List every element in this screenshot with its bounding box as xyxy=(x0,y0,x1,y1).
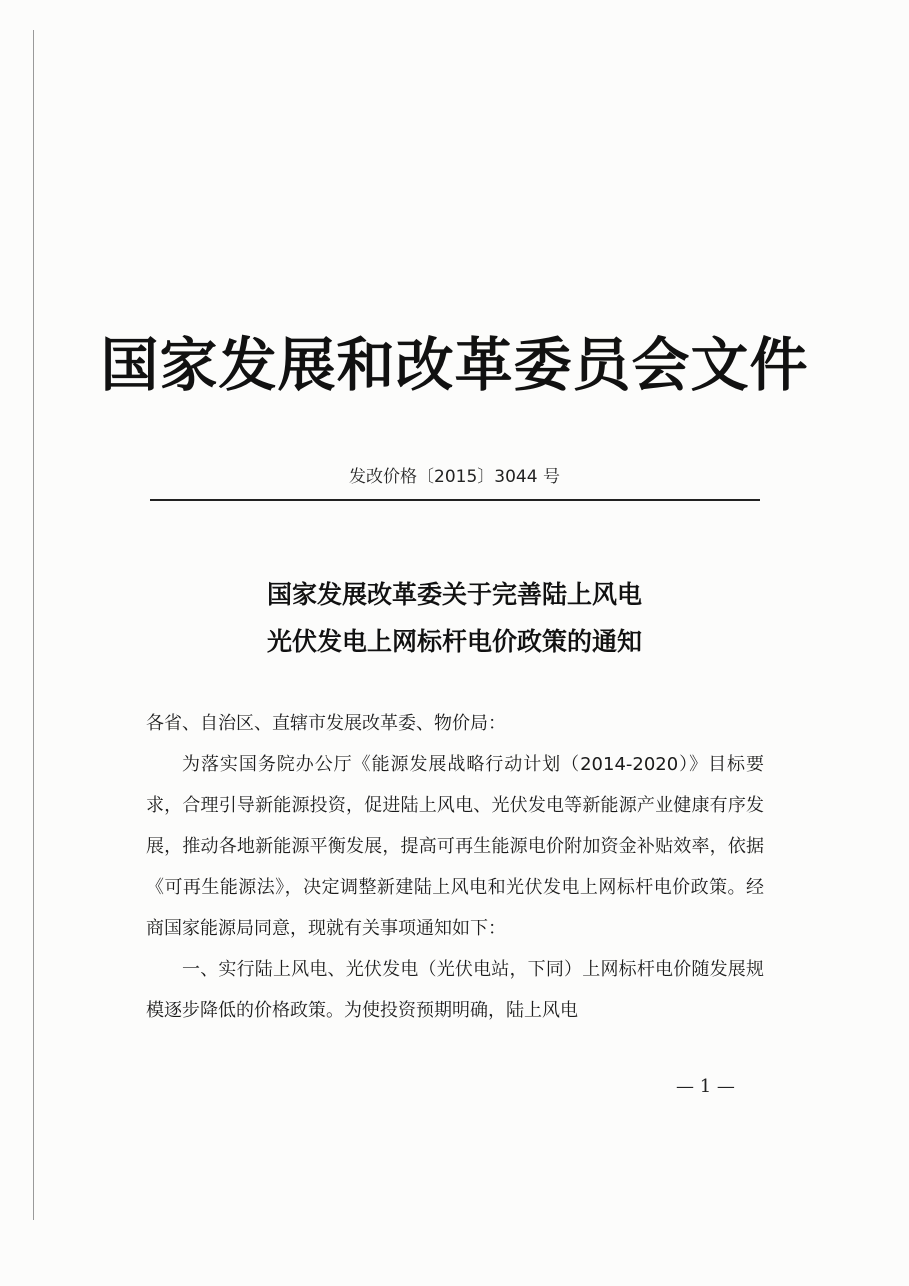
document-title-line-1: 国家发展改革委关于完善陆上风电 xyxy=(266,580,642,609)
document-title-line-2: 光伏发电上网标杆电价政策的通知 xyxy=(266,627,642,656)
header-divider xyxy=(150,499,760,501)
issuer-header-title: 国家发展和改革委员会文件 xyxy=(100,331,809,399)
body-paragraph-1: 为落实国务院办公厅《能源发展战略行动计划（2014-2020）》目标要求，合理引导新能源投资，促进陆上风电、光伏发电等新能源产业健康有序发展，推动各地新能源平衡发展，提高可再生能源电价附加资金补贴效率，依据《可再生能源法》，决定调整新建陆上风电和光伏发电上网标杆电价政策。经商国家能源局同意，现就有关事项通知如下： xyxy=(146,754,764,939)
document-body xyxy=(146,703,764,1031)
body-paragraph-2: 一、实行陆上风电、光伏发电（光伏电站，下同）上网标杆电价随发展规模逐步降低的价格政策。为使投资预期明确，陆上风电 xyxy=(146,959,764,1021)
document-number: 发改价格〔2015〕3044 号 xyxy=(349,467,560,487)
page-number: — 1 — xyxy=(676,1076,735,1097)
salutation: 各省、自治区、直辖市发展改革委、物价局： xyxy=(146,713,506,734)
